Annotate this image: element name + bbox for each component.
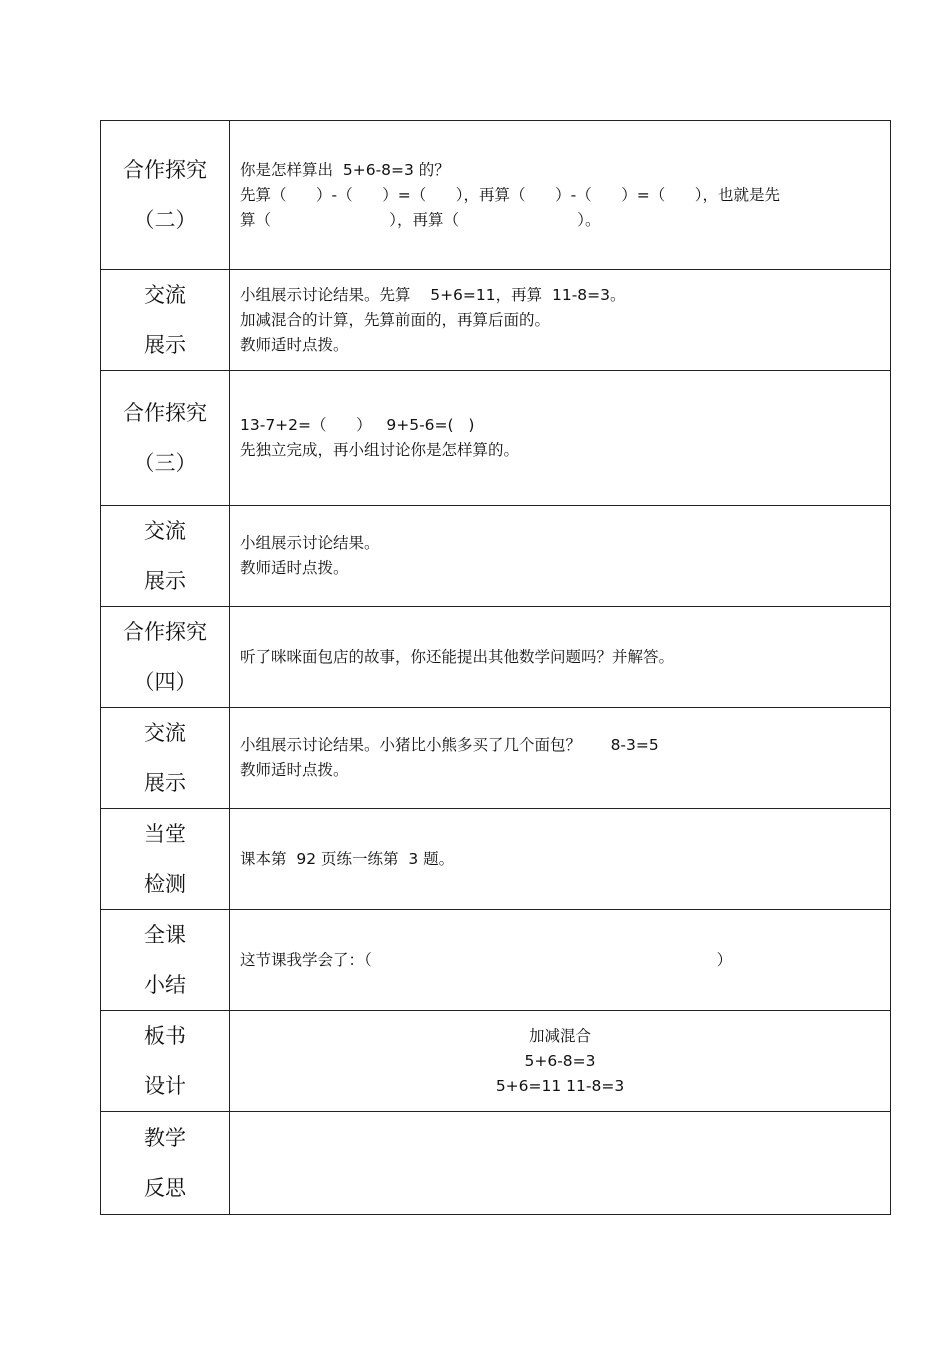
row-label (101, 121, 230, 270)
content-line: 5+6=11 11-8=3 (495, 1076, 625, 1095)
row-label-line: （三） (133, 451, 197, 475)
row-label-line: 合作探究 (123, 158, 207, 182)
content-line: 课本第 92 页练一练第 3 题。 (240, 849, 455, 868)
row-label-line: 检测 (144, 872, 186, 896)
row-label-line: 交流 (144, 283, 186, 307)
table-row (101, 708, 891, 809)
row-content (230, 607, 891, 708)
content-line: 你是怎样算出 5+6-8=3 的？ (240, 160, 450, 179)
content-line: 13-7+2=（ ） 9+5-6=( ) (240, 416, 475, 434)
row-content (230, 1112, 891, 1215)
row-content (230, 708, 891, 809)
row-label-line: 全课 (144, 923, 186, 947)
row-content (230, 371, 891, 506)
row-label-line: 小结 (144, 973, 186, 997)
row-label (101, 708, 230, 809)
content-line: 听了咪咪面包店的故事，你还能提出其他数学问题吗？并解答。 (240, 647, 675, 666)
content-line: 先算（ ）-（ ）=（ ），再算（ ）-（ ）=（ ），也就是先 (240, 185, 781, 204)
content-line: 小组展示讨论结果。小猪比小熊多买了几个面包？ 8-3=5 (240, 736, 659, 754)
table-row (101, 371, 891, 506)
content-line: 加减混合 (528, 1026, 591, 1045)
content-line: 先独立完成，再小组讨论你是怎样算的。 (240, 441, 520, 459)
row-label-line: 交流 (144, 721, 186, 745)
table-row (101, 1112, 891, 1215)
content-line: 小组展示讨论结果。 (240, 534, 380, 552)
table-row (101, 910, 891, 1011)
content-line: 算（ ），再算（ ）。 (240, 210, 601, 229)
table-row (101, 809, 891, 910)
row-label-line: （四） (133, 670, 197, 694)
content-line: 小组展示讨论结果。先算 5+6=11，再算 11-8=3。 (240, 285, 626, 304)
row-content (230, 1011, 891, 1112)
lesson-plan-table (100, 120, 891, 1215)
content-line: 这节课我学会了：（ ） (240, 950, 733, 969)
row-content (230, 270, 891, 371)
row-content (230, 910, 891, 1011)
row-label (101, 809, 230, 910)
row-label-line: 展示 (144, 771, 186, 795)
row-label (101, 607, 230, 708)
content-line: 加减混合的计算，先算前面的，再算后面的。 (240, 310, 551, 329)
row-label-line: 板书 (144, 1024, 186, 1048)
table-row (101, 1011, 891, 1112)
table-row (101, 506, 891, 607)
row-content (230, 809, 891, 910)
row-label (101, 1112, 230, 1215)
row-content (230, 506, 891, 607)
row-label-line: 设计 (144, 1074, 186, 1098)
content-line: 教师适时点拨。 (240, 761, 349, 779)
row-label-line: 展示 (144, 333, 186, 357)
table-row (101, 607, 891, 708)
table-row (101, 121, 891, 270)
row-label (101, 270, 230, 371)
row-label (101, 371, 230, 506)
table-row (101, 270, 891, 371)
row-label-line: 合作探究 (123, 620, 207, 644)
row-label (101, 506, 230, 607)
row-label-line: 交流 (144, 519, 186, 543)
row-label (101, 910, 230, 1011)
content-line: 5+6-8=3 (524, 1051, 596, 1070)
row-label-line: 反思 (144, 1176, 186, 1200)
row-label-line: 展示 (144, 569, 186, 593)
content-line: 教师适时点拨。 (240, 335, 349, 354)
row-label-line: （二） (133, 208, 197, 232)
row-content (230, 121, 891, 270)
row-label-line: 当堂 (144, 822, 186, 846)
row-label-line: 合作探究 (123, 401, 207, 425)
content-line: 教师适时点拨。 (240, 559, 349, 577)
row-label-line: 教学 (144, 1126, 186, 1150)
row-label (101, 1011, 230, 1112)
